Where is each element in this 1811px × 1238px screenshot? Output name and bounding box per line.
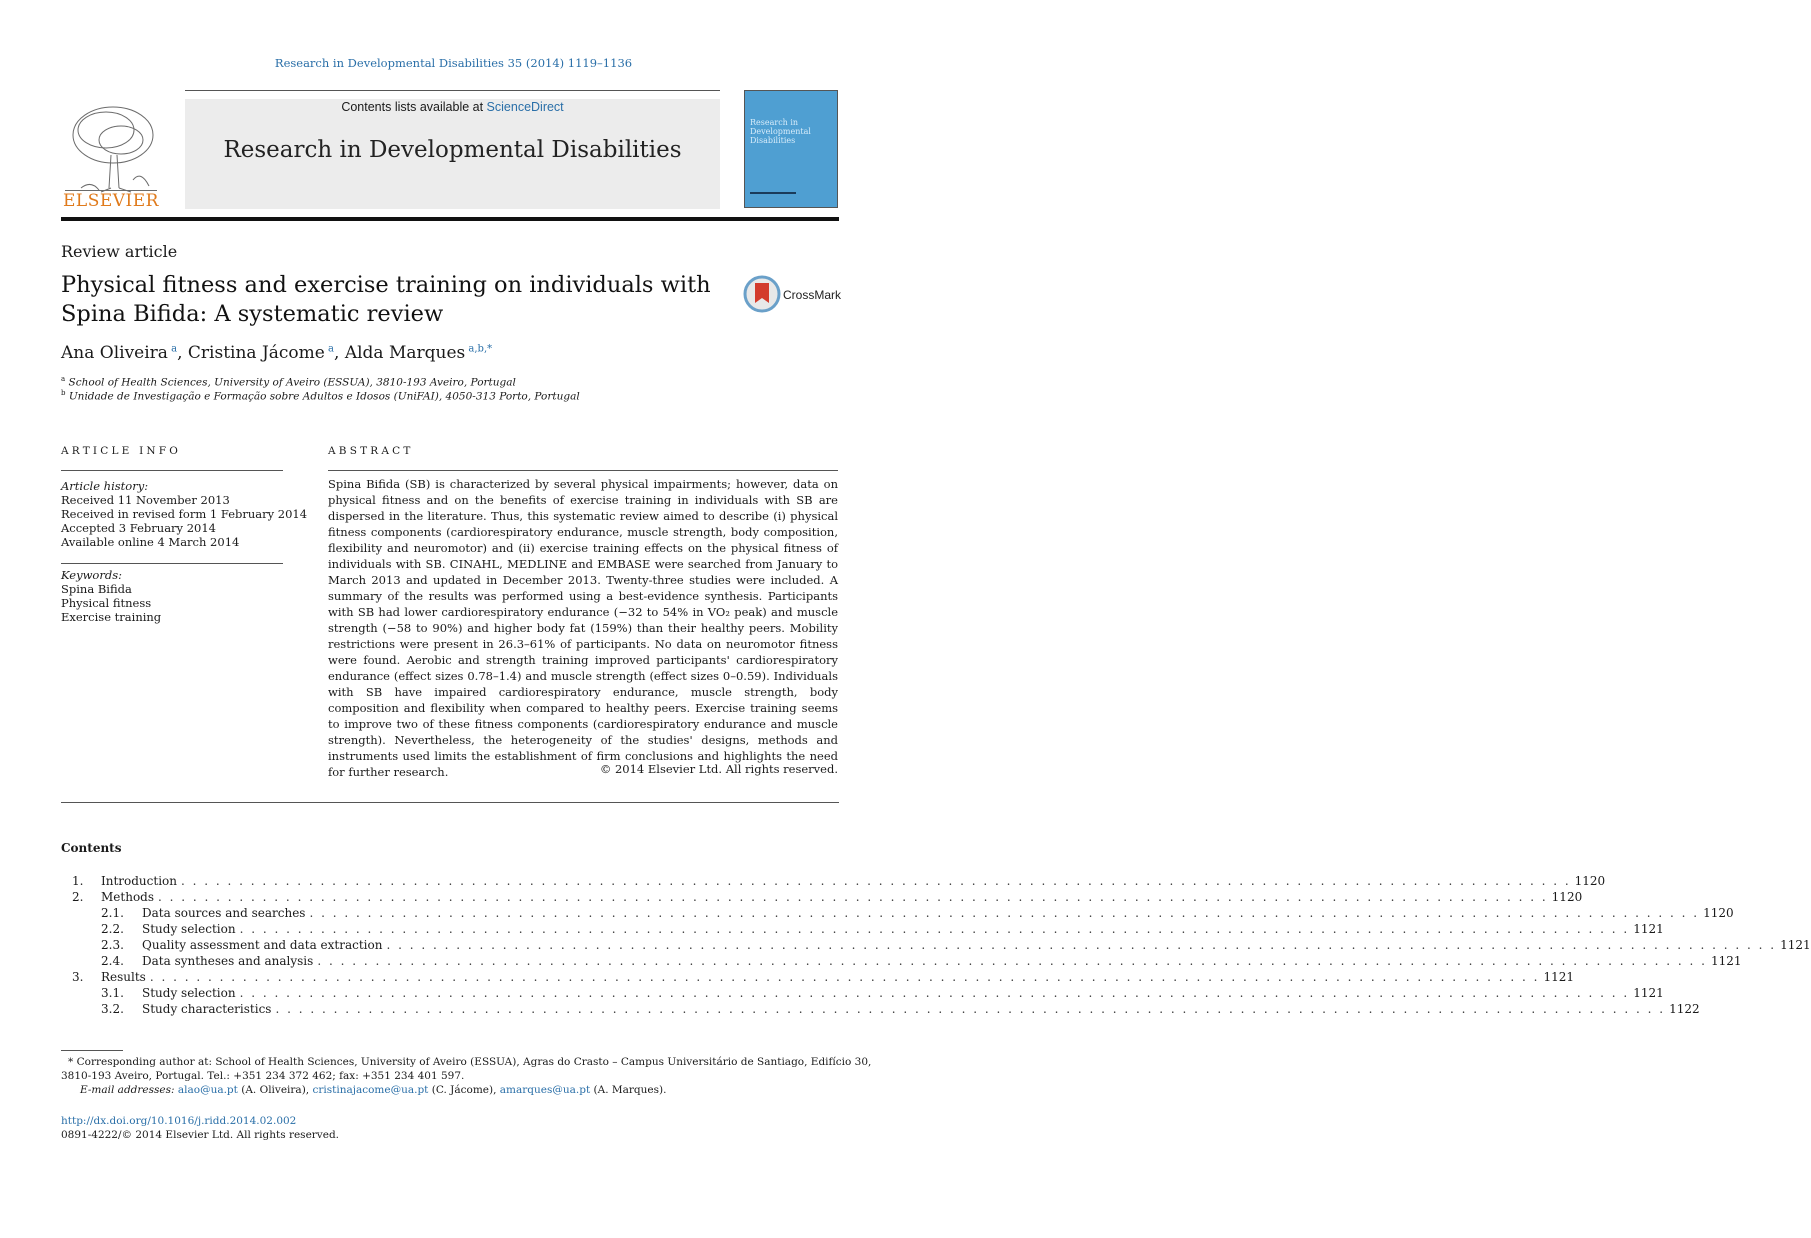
toc-label[interactable]: Methods (101, 890, 155, 904)
toc-label[interactable]: Study characteristics (142, 1002, 272, 1016)
cover-bar (750, 192, 796, 194)
toc-entry[interactable] (72, 969, 1575, 985)
toc-page-number: 1121 (1633, 922, 1664, 936)
toc-number: 2.2. (101, 922, 124, 936)
toc-entry[interactable] (72, 873, 1606, 889)
article-info-divider (61, 563, 283, 564)
history-received: Received 11 November 2013 (61, 493, 230, 507)
abstract-heading: ABSTRACT (328, 445, 414, 457)
toc-entry[interactable] (101, 921, 1664, 937)
issn-line: 0891-4222/© 2014 Elsevier Ltd. All rights reserved. (61, 1129, 340, 1141)
journal-title: Research in Developmental Disabilities (223, 137, 682, 163)
header-bottom-rule (61, 217, 839, 221)
crossmark-label[interactable]: CrossMark (783, 288, 842, 302)
history-revised: Received in revised form 1 February 2014 (61, 507, 308, 521)
sciencedirect-link[interactable]: ScienceDirect (486, 100, 564, 114)
author-affiliation-sup[interactable]: a,b,* (465, 343, 493, 355)
abstract-rule (328, 470, 838, 471)
author-affiliation-sup[interactable]: a (324, 343, 334, 355)
journal-reference-link[interactable]: Research in Developmental Disabilities 35 (2014) 1119–1136 (274, 56, 633, 70)
toc-entry[interactable] (101, 953, 1742, 969)
toc-leader: . . . . . . . . . . . . . . . . . . . . . . . . . . . . . . . . . . . . . . . . . . . . . . . . . . . . . . . . . . . . . . . . . . . . . . . . . . . . . . . . . . . . . . . . . . . . . . . . . . . . . . . . . . . . . . . . . . . . . . . . (181, 874, 1571, 888)
email-link[interactable]: amarques@ua.pt (499, 1084, 591, 1096)
cover-title: Research in Developmental Disabilities (750, 118, 811, 145)
abstract-body: Spina Bifida (SB) is characterized by several physical impairments; however, data on physical fitness and on the benefits of exercise training in individuals with SB are dispersed in the literature. Thus, this systematic review aimed to describe (i) physical fitness components (cardiorespiratory endurance, muscle strength, body composition, flexibility and neuromotor) and (ii) exercise training effects on the physical fitness of individuals with SB. CINAHL, MEDLINE and EMBASE were searched from January to March 2013 and updated in December 2013. Twenty-three studies were included. A summary of the results was performed using a best-evidence synthesis. Participants with SB had lower cardiorespiratory endurance (−32 to 54% in VO₂ peak) and muscle strength (−58 to 90%) and higher body fat (159%) than their healthy peers. Mobility restrictions were present in 26.3–61% of participants. No data on neuromotor fitness were found. Aerobic and strength training improved participants' cardiorespiratory endurance (effect sizes 0.78–1.4) and muscle strength (effect sizes 0–0.59). Individuals with SB have impaired cardiorespiratory endurance, muscle strength, body composition and flexibility when compared to healthy peers. Exercise training seems to improve two of these fitness components (cardiorespiratory endurance and muscle strength). Nevertheless, the heterogeneity of the studies' designs, methods and instruments used limits the establishment of firm conclusions and highlights the need for further research. (328, 477, 838, 779)
author-separator: , (334, 343, 345, 363)
toc-leader: . . . . . . . . . . . . . . . . . . . . . . . . . . . . . . . . . . . . . . . . . . . . . . . . . . . . . . . . . . . . . . . . . . . . . . . . . . . . . . . . . . . . . . . . . . . . . . . . . . . . . . . . . . . . . . . . . . . . . . . . (239, 986, 1630, 1000)
affiliation-sup: a (61, 375, 66, 383)
toc-label[interactable]: Data sources and searches (142, 906, 306, 920)
email-owner: (C. Jácome), (428, 1084, 500, 1096)
email-link[interactable]: alao@ua.pt (177, 1084, 238, 1096)
toc-number: 3. (72, 970, 84, 984)
keyword: Physical fitness (61, 596, 152, 610)
toc-number: 2.1. (101, 906, 124, 920)
toc-number: 1. (72, 874, 84, 888)
toc-label[interactable]: Introduction (101, 874, 177, 888)
toc-page-number: 1121 (1543, 970, 1575, 984)
journal-cover-thumbnail[interactable] (744, 90, 838, 208)
toc-page-number: 1120 (1551, 890, 1583, 904)
toc-label[interactable]: Study selection (142, 986, 236, 1000)
article-info-rule (61, 470, 283, 471)
toc-number: 2.4. (101, 954, 124, 968)
toc-label[interactable]: Study selection (142, 922, 236, 936)
abstract-copyright: © 2014 Elsevier Ltd. All rights reserved. (599, 762, 838, 776)
toc-page-number: 1122 (1669, 1002, 1700, 1016)
toc-entry[interactable] (101, 905, 1734, 921)
toc-page-number: 1121 (1633, 986, 1664, 1000)
toc-label[interactable]: Quality assessment and data extraction (142, 938, 383, 952)
elsevier-wordmark: ELSEVIER (63, 191, 159, 211)
author-list (61, 343, 492, 363)
toc-leader: . . . . . . . . . . . . . . . . . . . . . . . . . . . . . . . . . . . . . . . . . . . . . . . . . . . . . . . . . . . . . . . . . . . . . . . . . . . . . . . . . . . . . . . . . . . . . . . . . . . . . . . . . . . . . . . . . . . . . . . . (275, 1002, 1666, 1016)
toc-leader: . . . . . . . . . . . . . . . . . . . . . . . . . . . . . . . . . . . . . . . . . . . . . . . . . . . . . . . . . . . . . . . . . . . . . . . . . . . . . . . . . . . . . . . . . . . . . . . . . . . . . . . . . . . . . . . . . . . . . . . . (386, 938, 1777, 952)
author-name[interactable]: Alda Marques (344, 343, 466, 363)
footnote-rule (61, 1050, 123, 1051)
section-rule (61, 802, 839, 803)
keyword: Spina Bifida (61, 582, 132, 596)
keyword: Exercise training (61, 610, 162, 624)
history-accepted: Accepted 3 February 2014 (61, 521, 216, 535)
article-title: Physical fitness and exercise training on individuals with Spina Bifida: A systematic review (61, 272, 711, 327)
email-owner: (A. Oliveira), (237, 1084, 313, 1096)
toc-entry[interactable] (101, 985, 1664, 1001)
contents-prefix: Contents lists available at (341, 100, 487, 114)
keywords-label: Keywords: (61, 568, 122, 582)
toc-leader: . . . . . . . . . . . . . . . . . . . . . . . . . . . . . . . . . . . . . . . . . . . . . . . . . . . . . . . . . . . . . . . . . . . . . . . . . . . . . . . . . . . . . . . . . . . . . . . . . . . . . . . . . . . . . . . . . . . . . . . . (239, 922, 1630, 936)
header-top-rule (185, 90, 720, 91)
corresponding-author-line1: * Corresponding author at: School of Health Sciences, University of Aveiro (ESSUA), Agras do Crasto – Campus Universitário de Santiago, Edifício 30, (68, 1056, 872, 1068)
history-online: Available online 4 March 2014 (61, 535, 240, 549)
affiliation-a (61, 375, 516, 389)
toc-number: 2. (72, 890, 84, 904)
corresponding-author-line2: 3810-193 Aveiro, Portugal. Tel.: +351 234 372 462; fax: +351 234 401 597. (61, 1070, 465, 1082)
contents-availability (185, 100, 720, 114)
toc-leader: . . . . . . . . . . . . . . . . . . . . . . . . . . . . . . . . . . . . . . . . . . . . . . . . . . . . . . . . . . . . . . . . . . . . . . . . . . . . . . . . . . . . . . . . . . . . . . . . . . . . . . . . . . . . . . . . . . . . . . . . (309, 906, 1700, 920)
toc-number: 3.1. (101, 986, 124, 1000)
toc-label[interactable]: Results (101, 970, 146, 984)
author-separator: , (177, 343, 188, 363)
toc-entry[interactable] (101, 937, 1811, 953)
article-info-heading: ARTICLE INFO (61, 445, 182, 457)
email-list (178, 1084, 667, 1096)
doi-link[interactable]: http://dx.doi.org/10.1016/j.ridd.2014.02.002 (61, 1115, 297, 1127)
author-name[interactable]: Ana Oliveira (61, 343, 168, 363)
email-addresses (80, 1083, 666, 1097)
toc-page-number: 1121 (1780, 938, 1811, 952)
article-type: Review article (61, 242, 178, 261)
toc-leader: . . . . . . . . . . . . . . . . . . . . . . . . . . . . . . . . . . . . . . . . . . . . . . . . . . . . . . . . . . . . . . . . . . . . . . . . . . . . . . . . . . . . . . . . . . . . . . . . . . . . . . . . . . . . . . . . . . . . . . . . (158, 890, 1548, 904)
author-affiliation-sup[interactable]: a (167, 343, 178, 355)
affiliation-b (61, 389, 580, 403)
email-link[interactable]: cristinajacome@ua.pt (312, 1084, 429, 1096)
author-name[interactable]: Cristina Jácome (187, 343, 325, 363)
email-label: E-mail addresses: (80, 1084, 175, 1096)
affiliation-text: School of Health Sciences, University of Aveiro (ESSUA), 3810-193 Aveiro, Portugal (68, 376, 516, 389)
toc-leader: . . . . . . . . . . . . . . . . . . . . . . . . . . . . . . . . . . . . . . . . . . . . . . . . . . . . . . . . . . . . . . . . . . . . . . . . . . . . . . . . . . . . . . . . . . . . . . . . . . . . . . . . . . . . . . . . . . . . . . . . (149, 970, 1540, 984)
contents-heading: Contents (61, 841, 122, 855)
affiliation-sup: b (61, 389, 66, 397)
toc-page-number: 1120 (1574, 874, 1606, 888)
toc-number: 2.3. (101, 938, 124, 952)
email-owner: (A. Marques). (590, 1084, 667, 1096)
toc-entry[interactable] (72, 889, 1583, 905)
toc-page-number: 1120 (1703, 906, 1734, 920)
toc-page-number: 1121 (1710, 954, 1742, 968)
affiliation-text: Unidade de Investigação e Formação sobre Adultos e Idosos (UniFAI), 4050-313 Porto, Portugal (68, 390, 580, 403)
toc-entry[interactable] (101, 1001, 1700, 1017)
toc-leader: . . . . . . . . . . . . . . . . . . . . . . . . . . . . . . . . . . . . . . . . . . . . . . . . . . . . . . . . . . . . . . . . . . . . . . . . . . . . . . . . . . . . . . . . . . . . . . . . . . . . . . . . . . . . . . . . . . . . . . . . (317, 954, 1707, 968)
history-label: Article history: (61, 479, 149, 493)
toc-label[interactable]: Data syntheses and analysis (142, 954, 314, 968)
toc-number: 3.2. (101, 1002, 124, 1016)
